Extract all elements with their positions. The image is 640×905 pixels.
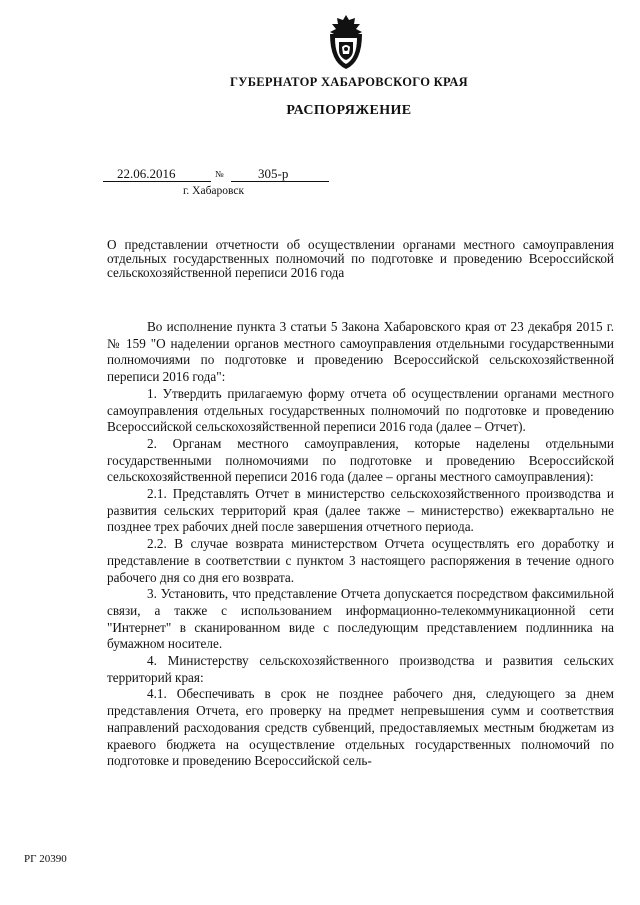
- date-underline: [103, 181, 211, 182]
- document-body: [107, 319, 614, 770]
- paragraph-2-1: 2.1. Представлять Отчет в министерство сельскохозяйственного производства и развития сельских территорий края (далее также – министерство) ежеквартально не позднее трех рабочих дней после завершения отчетного периода.: [107, 486, 614, 535]
- document-type: РАСПОРЯЖЕНИЕ: [286, 103, 412, 118]
- number-sign: №: [215, 169, 224, 179]
- paragraph-2: 2. Органам местного самоуправления, которые наделены отдельными государственными полномочиями по подготовке и проведению Всероссийской сельскохозяйственной переписи 2016 года (далее – органы местного самоуправления):: [107, 435, 614, 485]
- paragraph-2-2: 2.2. В случае возврата министерством Отчета осуществлять его доработку и представление в соответствии с пунктом 3 настоящего распоряжения в течение одного рабочего дня со дня его возврата.: [107, 536, 614, 585]
- issuing-authority: ГУБЕРНАТОР ХАБАРОВСКОГО КРАЯ: [229, 75, 469, 89]
- paragraph-3: 3. Установить, что представление Отчета допускается посредством факсимильной связи, а также с использованием информационно-телекоммуникационной сети "Интернет" в сканированном виде с последующим представлением подлинника на бумажном носителе.: [107, 586, 614, 652]
- paragraph-preamble: Во исполнение пункта 3 статьи 5 Закона Хабаровского края от 23 декабря 2015 г. № 159 "О наделении органов местного самоуправления отдельными государственными полномочиями по подготовке и проведению Всероссийской сельскохозяйственной переписи 2016 года":: [107, 319, 614, 385]
- coat-of-arms-icon: [325, 14, 367, 70]
- document-subject: О представлении отчетности об осуществлении органами местного самоуправления отдельных государственных полномочий по подготовке и проведению Всероссийской сельскохозяйственной переписи 2016 года: [107, 237, 614, 280]
- document-number: 305-р: [258, 166, 289, 181]
- paragraph-4: 4. Министерству сельскохозяйственного производства и развития сельских территорий края:: [107, 653, 614, 685]
- document-date: 22.06.2016: [117, 166, 176, 181]
- number-underline: [231, 181, 329, 182]
- date-number-line: [103, 166, 329, 184]
- paragraph-1: 1. Утвердить прилагаемую форму отчета об осуществлении органами местного самоуправления отдельных государственных полномочий по подготовке и проведению Всероссийской сельскохозяйственной переписи 2016 года (далее – Отчет).: [107, 385, 614, 435]
- footer-code: РГ 20390: [24, 853, 67, 865]
- city-name: г. Хабаровск: [183, 185, 245, 197]
- paragraph-4-1: 4.1. Обеспечивать в срок не позднее рабочего дня, следующего за днем представления Отчета, его проверку на предмет непревышения сумм и соответствия направлений расходования средств субвенций, предоставляемых местным бюджетам из краевого бюджета на осуществление отдельных государственных полномочий по подготовке и проведению Всероссийской сель-: [107, 686, 614, 769]
